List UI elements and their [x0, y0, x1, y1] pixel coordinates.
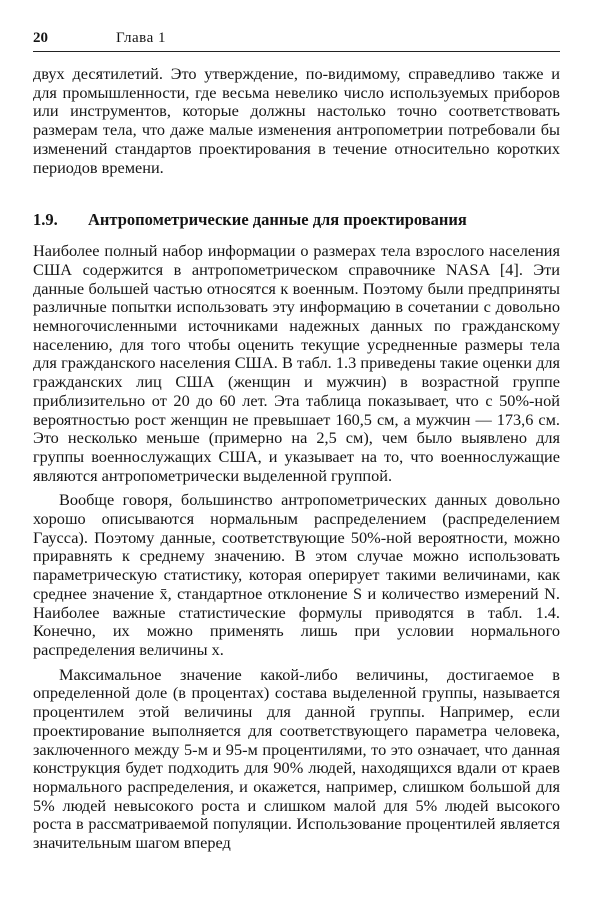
paragraph-percentiles: Максимальное значение какой-либо величины, достигаемое в определенной доле (в процентах) состава выделенной группы, называется процентилем этой величины для данной группы. Например, если проектирование выполняется для соответствующего параметра человека, заключенного между 5-м и 95-м процентилями, то это означает, что данная конструкция будет подходить для 90% людей, находящихся вдали от краев нормального распределения, и окажется, например, слишком большой для 5% людей невысокого роста и слишком малой для 5% людей высокого роста в рассматриваемой популяции. Использование процентилей является значительным шагом вперед [33, 664, 560, 853]
header-rule [33, 51, 560, 52]
running-head [33, 30, 560, 54]
section-heading [33, 210, 560, 230]
section-title: Антропометрические данные для проектирования [88, 210, 467, 230]
intro-paragraph: двух десятилетий. Это утверждение, по-видимому, справедливо также и для промышленности, где весьма невелико число используемых приборов или инструментов, которые должны настолько точно соответствовать размерам тела, что даже малые изменения антропометрии потребовали бы изменений стандартов проектирования в течение относительно коротких периодов времени. [33, 64, 560, 177]
chapter-label: Глава 1 [116, 30, 166, 46]
section-number: 1.9. [33, 210, 58, 230]
page-number: 20 [33, 30, 48, 46]
paragraph-nasa-data: Наиболее полный набор информации о размерах тела взрослого населения США содержится в антропометрическом справочнике NASA [4]. Эти данные большей частью относятся к военным. Поэтому были предприняты различные попытки использовать эту информацию в сочетании с довольно немногочисленными источниками надежных данных по гражданскому населению, для того чтобы оценить текущие усредненные размеры тела для гражданского населения США. В табл. 1.3 приведены такие оценки для гражданских лиц США (женщин и мужчин) в возрастной группе приблизительно от 20 до 60 лет. Эта таблица показывает, что с 50%-ной вероятностью рост женщин не превышает 160,5 см, а мужчин — 173,6 см. Это несколько меньше (примерно на 2,5 см), чем было выявлено для группы военнослужащих США, и указывает на то, что военнослужащие являются антропометрически выделенной группой. [33, 241, 560, 485]
paragraph-normal-distribution: Вообще говоря, большинство антропометрических данных довольно хорошо описываются нормальным распределением (распределением Гаусса). Поэтому данные, соответствующие 50%-ной вероятности, можно приравнять к среднему значению. В этом случае можно использовать параметрическую статистику, которая оперирует такими величинами, как среднее значение x̄, стандартное отклонение S и количество измерений N. Наиболее важные статистические формулы приводятся в табл. 1.4. Конечно, их можно применять лишь при условии нормального распределения величины x. [33, 490, 560, 659]
book-page [33, 30, 560, 853]
